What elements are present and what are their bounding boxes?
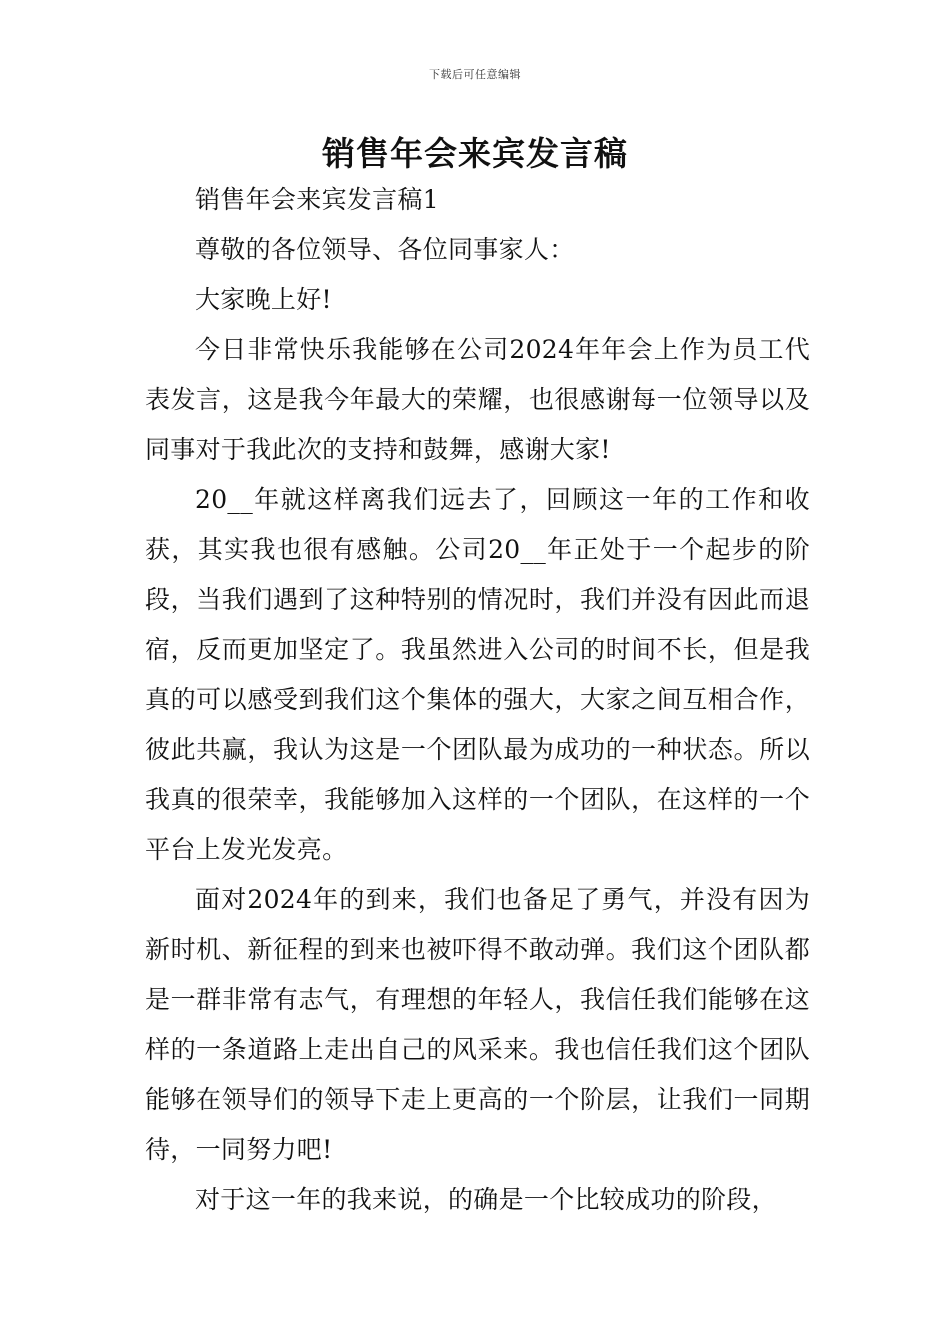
paragraph-salutation: 尊敬的各位领导、各位同事家人：: [195, 235, 575, 264]
paragraph: 面对2024年的到来，我们也备足了勇气，并没有因为新时机、新征程的到来也被吓得不敢动弹。我们这个团队都是一群非常有志气，有理想的年轻人，我信任我们能够在这样的一条道路上走出自己的风采来。我也信任我们这个团队能够在领导们的领导下走上更高的一个阶层，让我们一同期待，一同努力吧!: [145, 885, 810, 1164]
paragraph: 今日非常快乐我能够在公司2024年年会上作为员工代表发言，这是我今年最大的荣耀，也很感谢每一位领导以及同事对于我此次的支持和鼓舞，感谢大家!: [145, 335, 810, 464]
document-title: 销售年会来宾发言稿: [322, 134, 628, 173]
paragraph: 20__年就这样离我们远去了，回顾这一年的工作和收获，其实我也很有感触。公司20__年正处于一个起步的阶段，当我们遇到了这种特别的情况时，我们并没有因此而退宿，反而更加坚定了。我虽然进入公司的时间不长，但是我真的可以感受到我们这个集体的强大，大家之间互相合作，彼此共赢，我认为这是一个团队最为成功的一种状态。所以我真的很荣幸，我能够加入这样的一个团队，在这样的一个平台上发光发亮。: [145, 485, 810, 864]
header-note: 下载后可任意编辑: [429, 68, 521, 81]
paragraph-greeting: 大家晚上好!: [195, 285, 332, 314]
paragraph-subtitle: 销售年会来宾发言稿1: [195, 185, 439, 214]
paragraph: 对于这一年的我来说，的确是一个比较成功的阶段，: [195, 1185, 777, 1214]
document-body: [145, 175, 810, 1225]
